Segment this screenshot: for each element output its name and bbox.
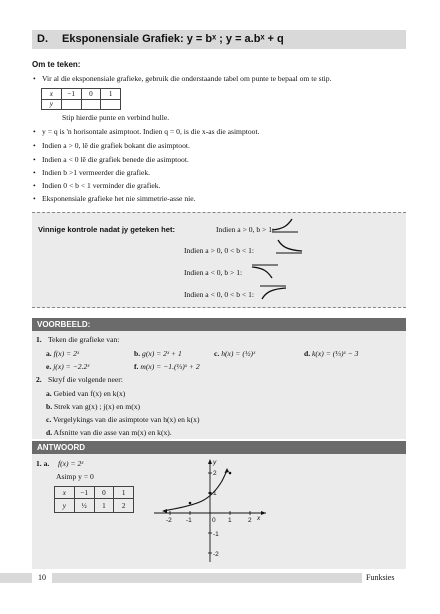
func-expr: m(x) = −1.(⅓)ˣ + 2 [140,362,200,371]
question-number: 2. [36,375,42,384]
y-axis-arrow-icon [208,459,212,464]
sub-text: Afsnitte van die asse van m(x) en k(x). [53,428,172,437]
func-expr: f(x) = 2ˣ [53,349,80,358]
answer-table [54,486,134,513]
example-bar: VOORBEELD: [32,318,406,331]
table-cell: x [55,487,75,499]
y-tick-label: -2 [213,551,219,558]
rule-item: • y = q is 'n horisontale asimptoot. Indien q = 0, is die x-as die asimptoot. [42,127,259,136]
rule-item: • Indien 0 < b < 1 verminder die grafiek. [42,181,160,190]
func-label: d. [304,349,311,358]
exponential-curve [164,470,227,511]
y-tick-label: 1 [213,490,217,497]
func-expr: k(x) = (⅓)ˣ − 3 [312,349,359,358]
func-label: c. [214,349,220,358]
func-expr: h(x) = (½)ˣ [221,349,256,358]
x-tick-label: 1 [228,517,232,524]
table-cell [81,99,101,110]
func-label: a. [46,349,52,358]
question-text: Teken die grafieke van: [48,335,120,344]
sub-label: c. [46,415,52,424]
example-body [32,331,406,439]
x-axis-arrow-icon [261,511,266,515]
section-title: Eksponensiale Grafiek: y = bˣ ; y = a.bˣ + q [62,33,284,45]
func-label: e. [46,362,52,371]
footer-bar-right [52,573,362,583]
sub-label: b. [46,402,53,411]
table-cell: 2 [114,499,134,513]
check-condition: Indien a > 0, 0 < b < 1: [184,246,255,255]
plotted-point [189,502,192,505]
curve-arrow-icon [225,468,230,473]
sub-label: a. [46,389,52,398]
answer-asymptote: Asimp y = 0 [56,472,94,481]
question-text: Skryf die volgende neer: [48,375,123,384]
table-cell: −1 [61,89,81,100]
decreasing-curve-icon [274,238,304,256]
plotted-point [229,472,232,475]
answer-label: a. [43,459,50,468]
points-table [41,88,121,110]
answer-bar: ANTWOORD [32,441,406,454]
page-number: 10 [38,573,46,582]
plotted-point [209,492,212,495]
table-cell: 1 [101,89,121,100]
table-cell [61,99,81,110]
increasing-curve-icon [270,217,300,235]
x-axis-label: x [257,515,261,522]
table-cell: 1 [94,499,114,513]
func-expr: j(x) = −2.2ˣ [53,362,90,371]
func-expr: g(x) = 2ˣ + 1 [142,349,182,358]
check-condition: Indien a > 0, b > 1: [216,225,275,234]
check-condition: Indien a < 0, b > 1: [184,268,243,277]
question-number: 1. [36,335,42,344]
x-tick-label: 2 [248,517,252,524]
rule-item: • Indien b >1 vermeerder die grafiek. [42,168,150,177]
exponential-graph [150,456,270,568]
quick-check-box [32,212,406,308]
x-tick-label: 0 [212,517,216,524]
curve-arrow-icon [162,509,167,513]
table-cell: ½ [74,499,94,513]
after-table-text: Stip hierdie punte en verbind hulle. [62,113,170,122]
sub-text: Strek van g(x) ; j(x) en m(x) [54,402,141,411]
howto-heading: Om te teken: [32,60,81,69]
section-header [32,30,406,49]
table-cell: y [55,499,75,513]
check-condition: Indien a < 0, 0 < b < 1: [184,290,255,299]
negative-decreasing-curve-icon [258,283,288,301]
x-tick-label: -2 [166,517,172,524]
y-tick-label: 2 [213,470,217,477]
func-label: f. [134,362,139,371]
quick-check-lead: Vinnige kontrole nadat jy geteken het: [38,225,175,234]
table-cell [101,99,121,110]
answer-number: 1. [36,459,42,468]
sub-text: Vergelykings van die asimptote van h(x) en k(x) [53,415,200,424]
table-cell: x [42,89,62,100]
x-tick-label: -1 [186,517,192,524]
footer-section: Funksies [366,573,395,582]
footer-bar-left [0,573,32,583]
table-cell: −1 [74,487,94,499]
table-cell: y [42,99,62,110]
table-cell: 0 [94,487,114,499]
y-axis-label: y [213,459,217,466]
negative-increasing-curve-icon [250,262,280,280]
rule-item: • Indien a > 0, lê die grafiek bokant die asimptoot. [42,141,190,150]
sub-text: Gebied van f(x) en k(x) [53,389,126,398]
sub-label: d. [46,428,53,437]
section-letter: D. [37,33,48,45]
func-label: b. [134,349,141,358]
table-cell: 1 [114,487,134,499]
answer-expr: f(x) = 2ˣ [58,459,84,468]
y-tick-label: -1 [213,531,219,538]
rule-item: • Eksponensiale grafieke het nie simmetrie-asse nie. [42,194,196,203]
table-cell: 0 [81,89,101,100]
rule-item: • Indien a < 0 lê die grafiek benede die asimptoot. [42,155,189,164]
howto-intro: • Vir al die eksponensiale grafieke, gebruik die onderstaande tabel om punte te bepaal om te stip. [42,74,331,83]
